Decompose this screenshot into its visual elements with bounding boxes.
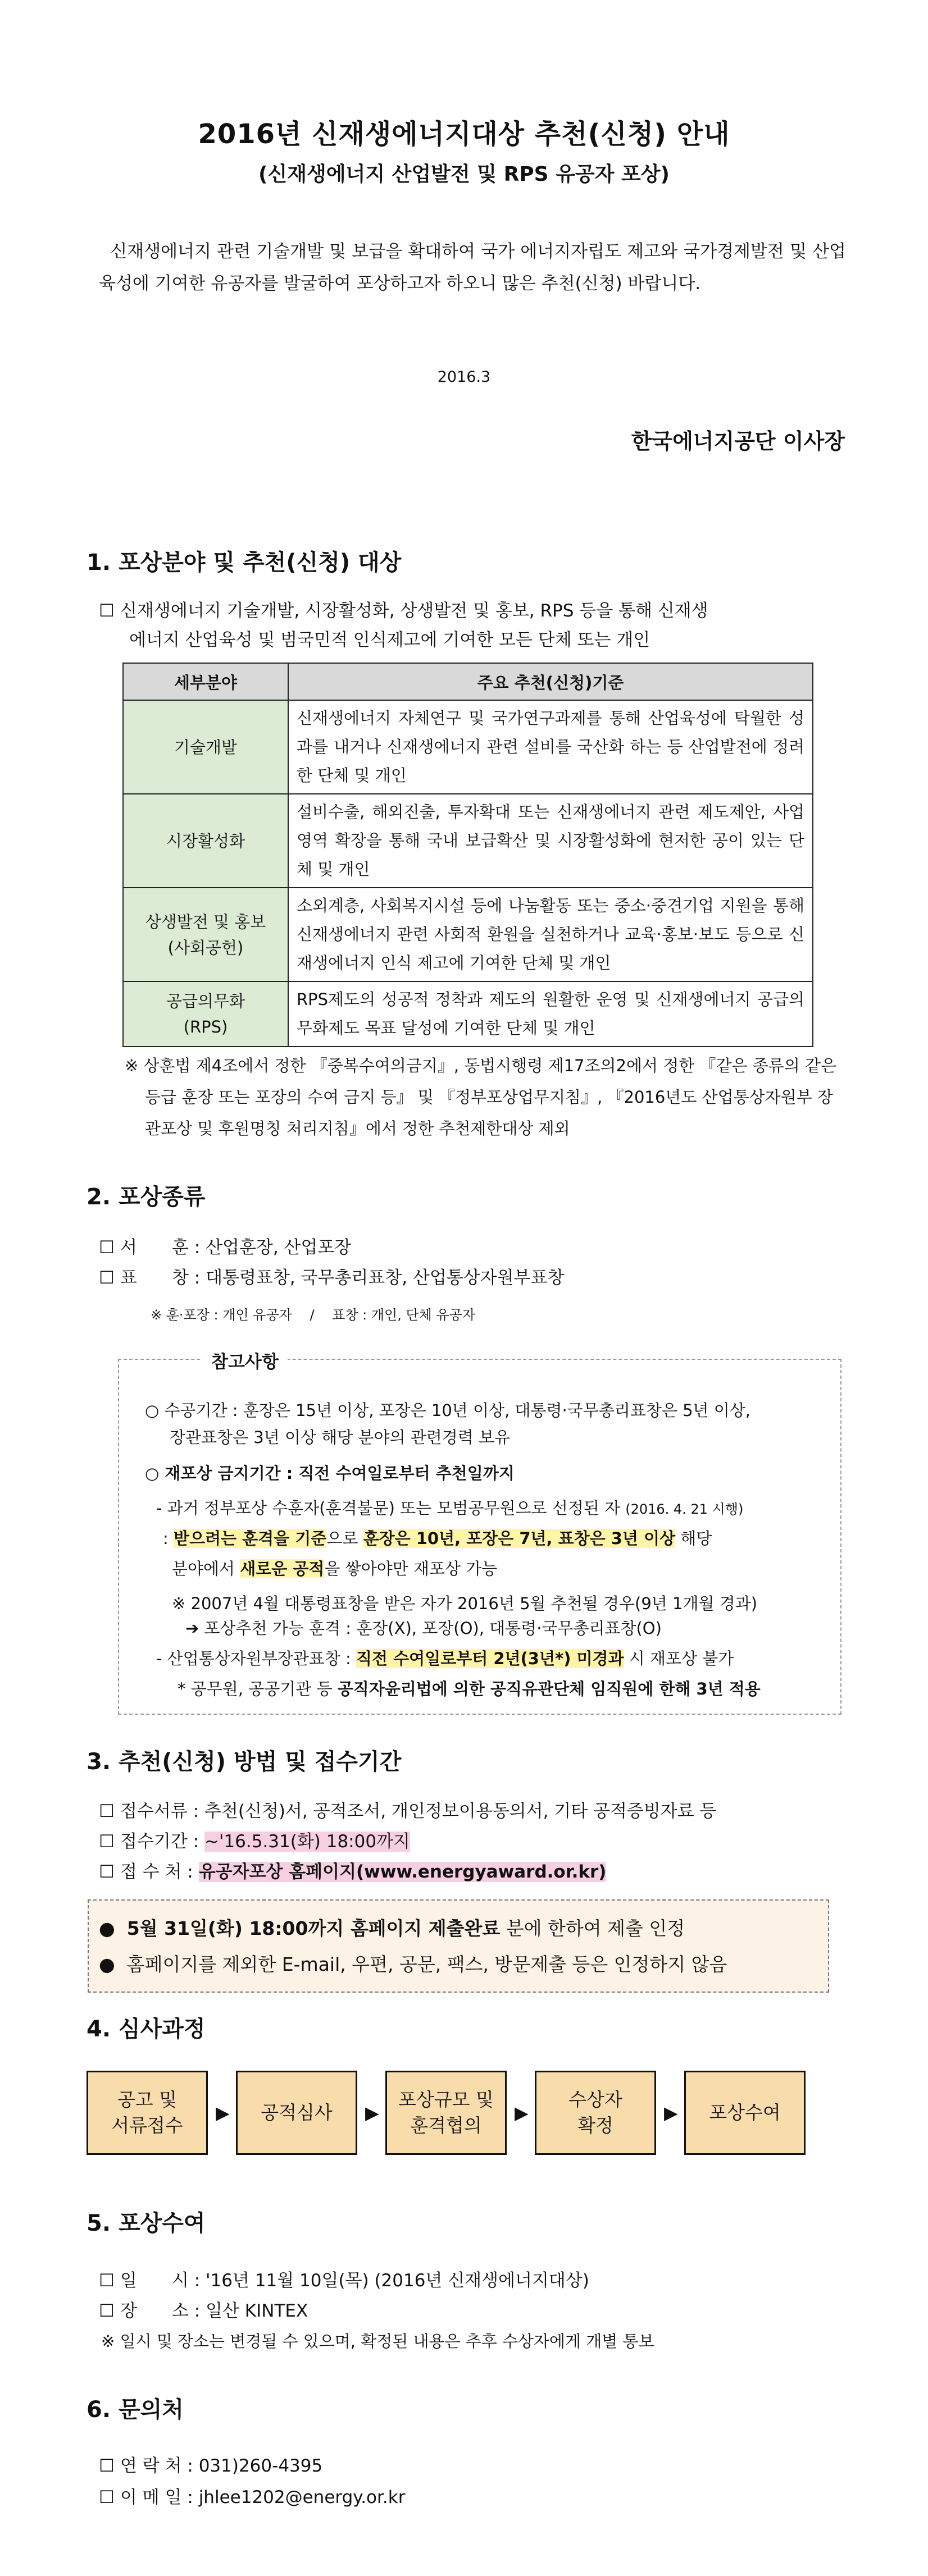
submission-line bbox=[99, 1857, 606, 1887]
field-text: 접수서류 : 추천(신청)서, 공적조서, 개인정보이용동의서, 기타 공적증빙자료 등 bbox=[120, 1801, 717, 1821]
reference-text: : bbox=[163, 1529, 174, 1548]
process-step bbox=[87, 2071, 208, 2155]
category-label: 기술개발 bbox=[174, 737, 238, 757]
award-type-line bbox=[99, 1233, 351, 1262]
reference-text: * 공무원, 공공기관 등 bbox=[178, 1679, 338, 1698]
highlight-text: 직전 수여일로부터 2년(3년*) 미경과 bbox=[356, 1649, 624, 1668]
section-5-heading: 5. 포상수여 bbox=[87, 2210, 206, 2236]
reference-line: ※ 2007년 4월 대통령표창을 받은 자가 2016년 5월 추천될 경우(9년 1개월 경과) bbox=[172, 1594, 758, 1613]
highlight-text: 새로운 공적 bbox=[240, 1559, 325, 1578]
notice-line bbox=[99, 1947, 828, 1983]
checkbox-icon: ☐ bbox=[99, 1268, 115, 1288]
arrow-right-icon: ▶ bbox=[216, 2102, 230, 2123]
reference-line bbox=[156, 1645, 847, 1672]
reference-line bbox=[163, 1525, 854, 1552]
category-sublabel: (사회공헌) bbox=[167, 938, 244, 957]
ceremony-line bbox=[99, 2296, 308, 2326]
reference-line bbox=[156, 1495, 847, 1523]
bullet-icon: ● bbox=[99, 1953, 115, 1975]
table-row bbox=[123, 700, 813, 794]
intro-paragraph bbox=[99, 236, 846, 300]
process-step bbox=[684, 2071, 806, 2155]
field-text: 일 시 : '16년 11월 10일(목) (2016년 신재생에너지대상) bbox=[120, 2271, 589, 2291]
table-cell-category bbox=[123, 981, 288, 1047]
section-6-heading: 6. 문의처 bbox=[87, 2397, 184, 2423]
page-subtitle: (신재생에너지 산업발전 및 RPS 유공자 포상) bbox=[258, 163, 670, 186]
field-label: 표 창 : bbox=[120, 1268, 201, 1288]
step-label: 공적심사 bbox=[261, 2102, 333, 2123]
notice-bold: 5월 31일(화) 18:00까지 홈페이지 제출완료 bbox=[126, 1917, 501, 1939]
table-header-row bbox=[123, 663, 813, 700]
section-4-heading: 4. 심사과정 bbox=[87, 2016, 206, 2042]
deadline-value: ~'16.5.31(화) 18:00까지 bbox=[204, 1831, 410, 1852]
checkbox-icon: ☐ bbox=[99, 1831, 115, 1852]
table-cell-category bbox=[123, 700, 288, 794]
submission-line bbox=[99, 1797, 717, 1826]
reference-text: - 과거 정부포상 수훈자(훈격불문) 또는 모범공무원으로 선정된 자 bbox=[156, 1499, 620, 1518]
section-1-bullet bbox=[99, 596, 829, 655]
step-label: 확정 bbox=[577, 2114, 613, 2136]
checkbox-icon: ☐ bbox=[99, 1862, 115, 1882]
field-label: 서 훈 : bbox=[120, 1237, 201, 1258]
reference-box-title: 참고사항 bbox=[202, 1348, 288, 1373]
reference-text: - 산업통상자원부장관표창 : bbox=[156, 1649, 357, 1668]
highlight-text: 받으려는 훈격을 기준 bbox=[174, 1529, 327, 1548]
checkbox-icon: ☐ bbox=[99, 1801, 115, 1821]
table-cell-category bbox=[123, 888, 288, 981]
reference-line: ➔ 포상추천 가능 훈격 : 훈장(X), 포장(O), 대통령·국무총리표창(O) bbox=[185, 1619, 662, 1638]
reference-line: ○ 수공기간 : 훈장은 15년 이상, 포장은 10년 이상, 대통령·국무총리표창은 5년 이상, bbox=[145, 1401, 751, 1420]
contact-line bbox=[99, 2451, 322, 2481]
table-header-cell: 세부분야 bbox=[123, 663, 288, 700]
checkbox-icon: ☐ bbox=[99, 1237, 115, 1258]
field-label: 접수기간 : bbox=[120, 1831, 204, 1852]
step-label: 훈격협의 bbox=[410, 2114, 482, 2136]
reference-line: 장관표창은 3년 이상 해당 분야의 관련경력 보유 bbox=[170, 1428, 511, 1447]
reference-line bbox=[178, 1675, 868, 1702]
checkbox-icon: ☐ bbox=[99, 2301, 115, 2321]
checkbox-icon: ☐ bbox=[99, 2456, 115, 2476]
reference-text: 으로 bbox=[326, 1529, 363, 1548]
ceremony-line bbox=[99, 2266, 589, 2295]
table-cell-criteria: 설비수출, 해외진출, 투자확대 또는 신재생에너지 관련 제도제안, 사업영역 확장을 통해 국내 보급확산 및 시장활성화에 현저한 공이 있는 단체 및 개인 bbox=[288, 794, 813, 888]
contact-line bbox=[99, 2483, 405, 2512]
category-sublabel: (RPS) bbox=[183, 1017, 228, 1036]
award-type-line bbox=[99, 1263, 564, 1292]
arrow-right-icon: ▶ bbox=[515, 2102, 529, 2123]
highlight-text: 훈장은 10년, 포장은 7년, 표창은 3년 이상 bbox=[363, 1529, 676, 1548]
step-label: 포상규모 및 bbox=[398, 2089, 494, 2111]
reference-line: ○ 재포상 금지기간 : 직전 수여일로부터 추천일까지 bbox=[145, 1464, 515, 1483]
checkbox-icon: ☐ bbox=[99, 2271, 115, 2291]
process-step bbox=[236, 2071, 357, 2155]
notice-line bbox=[99, 1911, 828, 1947]
reference-line bbox=[172, 1555, 863, 1582]
reference-text: 해당 bbox=[675, 1529, 712, 1548]
section-2-heading: 2. 포상종류 bbox=[87, 1184, 206, 1210]
field-value: 산업훈장, 산업포장 bbox=[206, 1237, 352, 1258]
intro-text: 신재생에너지 관련 기술개발 및 보급을 확대하여 국가 에너지자립도 제고와 국가경제발전 및 산업육성에 기여한 유공자를 발굴하여 포상하고자 하오니 많은 추천(신청) 바랍니다. bbox=[99, 241, 846, 294]
contact-email[interactable]: 이 메 일 : jhlee1202@energy.or.kr bbox=[120, 2487, 406, 2508]
reference-text: 시 재포상 불가 bbox=[624, 1649, 734, 1668]
field-label: 접 수 처 : bbox=[120, 1862, 199, 1882]
submission-notice-box bbox=[88, 1899, 829, 1993]
process-step bbox=[385, 2071, 507, 2155]
table-cell-criteria: 소외계층, 사회복지시설 등에 나눔활동 또는 중소·중견기업 지원을 통해 신재생에너지 관련 사회적 환원을 실천하거나 교육·홍보·보도 등으로 신재생에너지 인식 제고에 기여한 단체 및 개인 bbox=[288, 888, 813, 981]
criteria-table bbox=[122, 663, 813, 1047]
step-label: 수상자 bbox=[568, 2089, 622, 2111]
table-cell-category bbox=[123, 794, 288, 888]
section-3-heading: 3. 추천(신청) 방법 및 접수기간 bbox=[87, 1749, 402, 1775]
checkbox-icon: ☐ bbox=[99, 2487, 115, 2508]
bullet-icon: ● bbox=[99, 1917, 115, 1939]
reference-text: 을 쌓아야만 재포상 가능 bbox=[324, 1559, 498, 1578]
award-scope-note: ※ 훈·포장 : 개인 유공자 / 표창 : 개인, 단체 유공자 bbox=[151, 1307, 476, 1323]
notice-text: 분에 한하여 제출 인정 bbox=[500, 1917, 685, 1939]
process-step bbox=[535, 2071, 656, 2155]
table-cell-criteria: RPS제도의 성공적 정착과 제도의 원활한 운영 및 신재생에너지 공급의무화제도 목표 달성에 기여한 단체 및 개인 bbox=[288, 981, 813, 1047]
homepage-link[interactable]: 유공자포상 홈페이지(www.energyaward.or.kr) bbox=[198, 1862, 607, 1882]
bullet-line: 신재생에너지 기술개발, 시장활성화, 상생발전 및 홍보, RPS 등을 통해 신재생 bbox=[120, 601, 708, 621]
arrow-right-icon: ▶ bbox=[664, 2102, 678, 2123]
step-label: 공고 및 bbox=[117, 2089, 178, 2111]
field-value: 대통령표창, 국무총리표창, 산업통상자원부표창 bbox=[206, 1268, 565, 1288]
step-label: 서류접수 bbox=[111, 2114, 183, 2136]
table-header-cell: 주요 추천(신청)기준 bbox=[288, 663, 813, 700]
ceremony-note: ※ 일시 및 장소는 변경될 수 있으며, 확정된 내용은 추후 수상자에게 개별 통보 bbox=[101, 2332, 654, 2351]
notice-text: 홈페이지를 제외한 E-mail, 우편, 공문, 팩스, 방문제출 등은 인정하지 않음 bbox=[126, 1953, 727, 1975]
arrow-right-icon: ▶ bbox=[365, 2102, 379, 2123]
table-row bbox=[123, 794, 813, 888]
page-title: 2016년 신재생에너지대상 추천(신청) 안내 bbox=[198, 118, 730, 150]
issue-date: 2016.3 bbox=[437, 368, 491, 386]
reference-text: 분야에서 bbox=[172, 1559, 240, 1578]
issuer-org: 한국에너지공단 이사장 bbox=[631, 429, 845, 454]
submission-line bbox=[99, 1827, 410, 1856]
step-label: 포상수여 bbox=[709, 2102, 781, 2123]
category-label: 공급의무화 bbox=[166, 992, 245, 1011]
section-1-note: ※ 상훈법 제4조에서 정한 『중복수여의금지』, 동법시행령 제17조의2에서 정한 『같은 종류의 같은 등급 훈장 또는 포장의 수여 금지 등』 및 『정부포상업무지침』, 『2016년도 산업통상자원부 장관포상 및 후원명칭 처리지침』에서 정한 추천제한대상 제외 bbox=[125, 1056, 836, 1138]
category-label: 시장활성화 bbox=[166, 831, 245, 851]
contact-phone: 연 락 처 : 031)260-4395 bbox=[120, 2456, 323, 2476]
table-row bbox=[123, 981, 813, 1047]
table-cell-criteria: 신재생에너지 자체연구 및 국가연구과제를 통해 산업육성에 탁월한 성과를 내거나 신재생에너지 관련 설비를 국산화 하는 등 산업발전에 정려한 단체 및 개인 bbox=[288, 700, 813, 794]
bold-text: 공직자윤리법에 의한 공직유관단체 임직원에 한해 3년 적용 bbox=[337, 1679, 761, 1698]
table-row bbox=[123, 888, 813, 981]
checkbox-icon: ☐ bbox=[99, 601, 115, 621]
bullet-line: 에너지 산업육성 및 범국민적 인식제고에 기여한 모든 단체 또는 개인 bbox=[129, 630, 650, 650]
category-label: 상생발전 및 홍보 bbox=[145, 912, 266, 931]
reference-date: (2016. 4. 21 시행) bbox=[625, 1501, 744, 1517]
field-text: 장 소 : 일산 KINTEX bbox=[120, 2301, 308, 2321]
section-1-heading: 1. 포상분야 및 추천(신청) 대상 bbox=[87, 550, 402, 576]
